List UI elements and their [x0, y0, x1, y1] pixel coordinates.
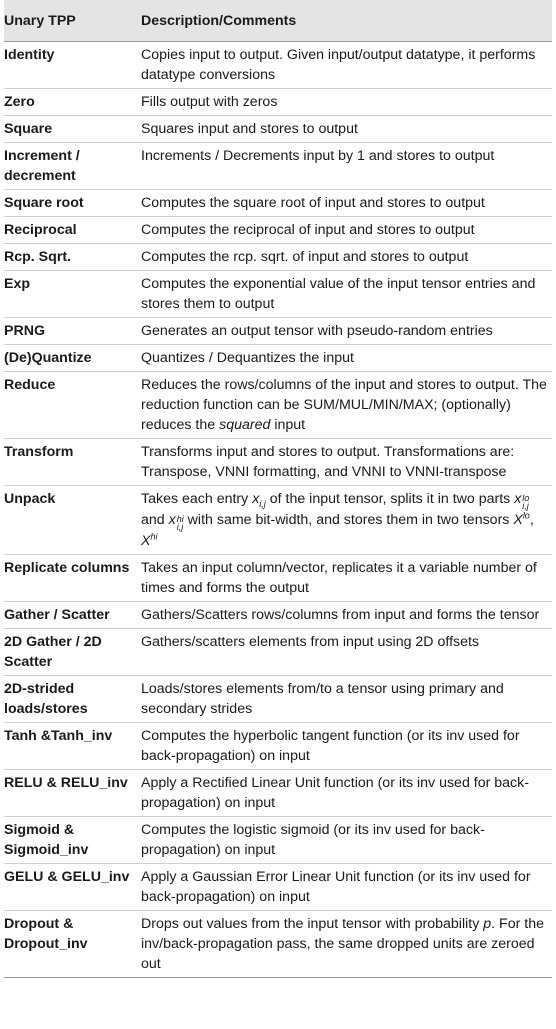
row-description	[139, 372, 552, 439]
row-description: Gathers/Scatters rows/columns from input and forms the tensor	[141, 607, 540, 623]
math-subscript-ij: i,j	[176, 522, 184, 532]
row-description: Computes the hyperbolic tangent function (or its inv used for back-propagation) on input	[141, 728, 520, 764]
row-description: Gathers/scatters elements from input using 2D offsets	[141, 634, 480, 650]
row-description: Takes an input column/vector, replicates it a variable number of times and forms the output	[141, 560, 537, 596]
description-text: Drops out values from the input tensor with probability	[141, 916, 484, 932]
row-name: Tanh &Tanh_inv	[4, 728, 113, 744]
table-row	[4, 770, 552, 817]
math-subscript-ij: i,j	[259, 498, 266, 509]
math-var-x: x	[514, 491, 522, 507]
table-row	[4, 723, 552, 770]
header-row	[4, 0, 552, 42]
math-superscript-hi: hi	[176, 514, 184, 524]
row-name: Gather / Scatter	[4, 607, 110, 623]
table-row	[4, 817, 552, 864]
math-var-x: x	[168, 512, 176, 528]
row-description: Apply a Rectified Linear Unit function (or its inv used for back-propagation) on input	[141, 775, 529, 811]
description-text: and	[141, 512, 169, 528]
table-row	[4, 318, 552, 345]
table-row	[4, 89, 552, 116]
row-name: Sigmoid & Sigmoid_inv	[4, 822, 89, 858]
table-row	[4, 555, 552, 602]
header-unary-tpp: Unary TPP	[4, 12, 76, 29]
row-name: Dropout & Dropout_inv	[4, 916, 88, 952]
description-text: ,	[529, 512, 534, 528]
description-text: input	[270, 417, 306, 433]
row-description	[139, 486, 552, 555]
row-name: Square	[4, 121, 53, 137]
table-row	[4, 116, 552, 143]
math-var-x: x	[252, 491, 260, 507]
row-name: 2D-strided loads/stores	[4, 681, 88, 717]
math-superscript-lo: lo	[522, 510, 530, 521]
row-description: Copies input to output. Given input/output datatype, it performs datatype conversions	[141, 47, 536, 83]
description-emphasis: squared	[219, 417, 271, 433]
table-row	[4, 864, 552, 911]
row-name: Rcp. Sqrt.	[4, 249, 72, 265]
row-name: Unpack	[4, 491, 56, 507]
table-row	[4, 676, 552, 723]
math-var-X: X	[141, 533, 151, 549]
table-row	[4, 372, 552, 439]
row-description: Computes the rcp. sqrt. of input and stores to output	[141, 249, 469, 265]
row-name: Transform	[4, 444, 74, 460]
row-description: Computes the exponential value of the input tensor entries and stores them to output	[141, 276, 536, 312]
table-row	[4, 271, 552, 318]
table-row	[4, 629, 552, 676]
description-emphasis: p	[483, 916, 492, 932]
row-name: RELU & RELU_inv	[4, 775, 128, 791]
table-row	[4, 486, 552, 555]
row-description	[139, 911, 552, 978]
table-row	[4, 244, 552, 271]
header-description: Description/Comments	[141, 12, 297, 29]
row-description: Fills output with zeros	[141, 94, 278, 110]
row-description: Increments / Decrements input by 1 and stores to output	[141, 148, 495, 164]
row-name: Reciprocal	[4, 222, 77, 238]
table-row	[4, 217, 552, 244]
row-description: Generates an output tensor with pseudo-random entries	[141, 323, 493, 339]
math-superscript-hi: hi	[150, 531, 158, 542]
description-text: . For the inv/back-propagation pass, the same dropped units are zeroed out	[141, 916, 544, 972]
row-description: Computes the reciprocal of input and stores to output	[141, 222, 475, 238]
description-text: Takes each entry	[141, 491, 253, 507]
math-stack-hi	[177, 515, 184, 531]
math-stack-lo	[522, 494, 529, 510]
row-description: Apply a Gaussian Error Linear Unit function (or its inv used for back-propagation) on input	[141, 869, 531, 905]
table-row	[4, 143, 552, 190]
table-header	[4, 0, 552, 42]
row-description: Computes the logistic sigmoid (or its inv used for back-propagation) on input	[141, 822, 485, 858]
row-name: Zero	[4, 94, 35, 110]
row-name: Square root	[4, 195, 84, 211]
row-name: Replicate columns	[4, 560, 130, 576]
row-name: Increment / decrement	[4, 148, 80, 184]
row-name: PRNG	[4, 323, 45, 339]
row-description: Loads/stores elements from/to a tensor using primary and secondary strides	[141, 681, 504, 717]
description-text: of the input tensor, splits it in two parts	[265, 491, 515, 507]
description-text: with same bit-width, and stores them in two tensors	[183, 512, 514, 528]
row-name: Reduce	[4, 377, 56, 393]
row-name: 2D Gather / 2D Scatter	[4, 634, 102, 670]
row-description: Transforms input and stores to output. Transformations are: Transpose, VNNI formatting, and VNNI to VNNI-transpose	[141, 444, 515, 480]
table-row	[4, 439, 552, 486]
table-row	[4, 911, 552, 978]
math-subscript-ij: i,j	[522, 501, 529, 511]
row-name: Exp	[4, 276, 31, 292]
math-var-X: X	[513, 512, 523, 528]
table-row	[4, 602, 552, 629]
row-description: Quantizes / Dequantizes the input	[141, 350, 354, 366]
row-description: Squares input and stores to output	[141, 121, 358, 137]
row-name: (De)Quantize	[4, 350, 92, 366]
row-name: GELU & GELU_inv	[4, 869, 130, 885]
unary-tpp-table	[4, 0, 552, 978]
description-text: Reduces the rows/columns of the input and stores to output. The reduction function can be SUM/MUL/MIN/MAX; (optionally) reduces the	[141, 377, 547, 433]
table-row	[4, 42, 552, 89]
table-row	[4, 345, 552, 372]
row-description: Computes the square root of input and stores to output	[141, 195, 485, 211]
row-name: Identity	[4, 47, 55, 63]
table-body	[4, 42, 552, 978]
table-row	[4, 190, 552, 217]
math-superscript-lo: lo	[522, 493, 530, 503]
